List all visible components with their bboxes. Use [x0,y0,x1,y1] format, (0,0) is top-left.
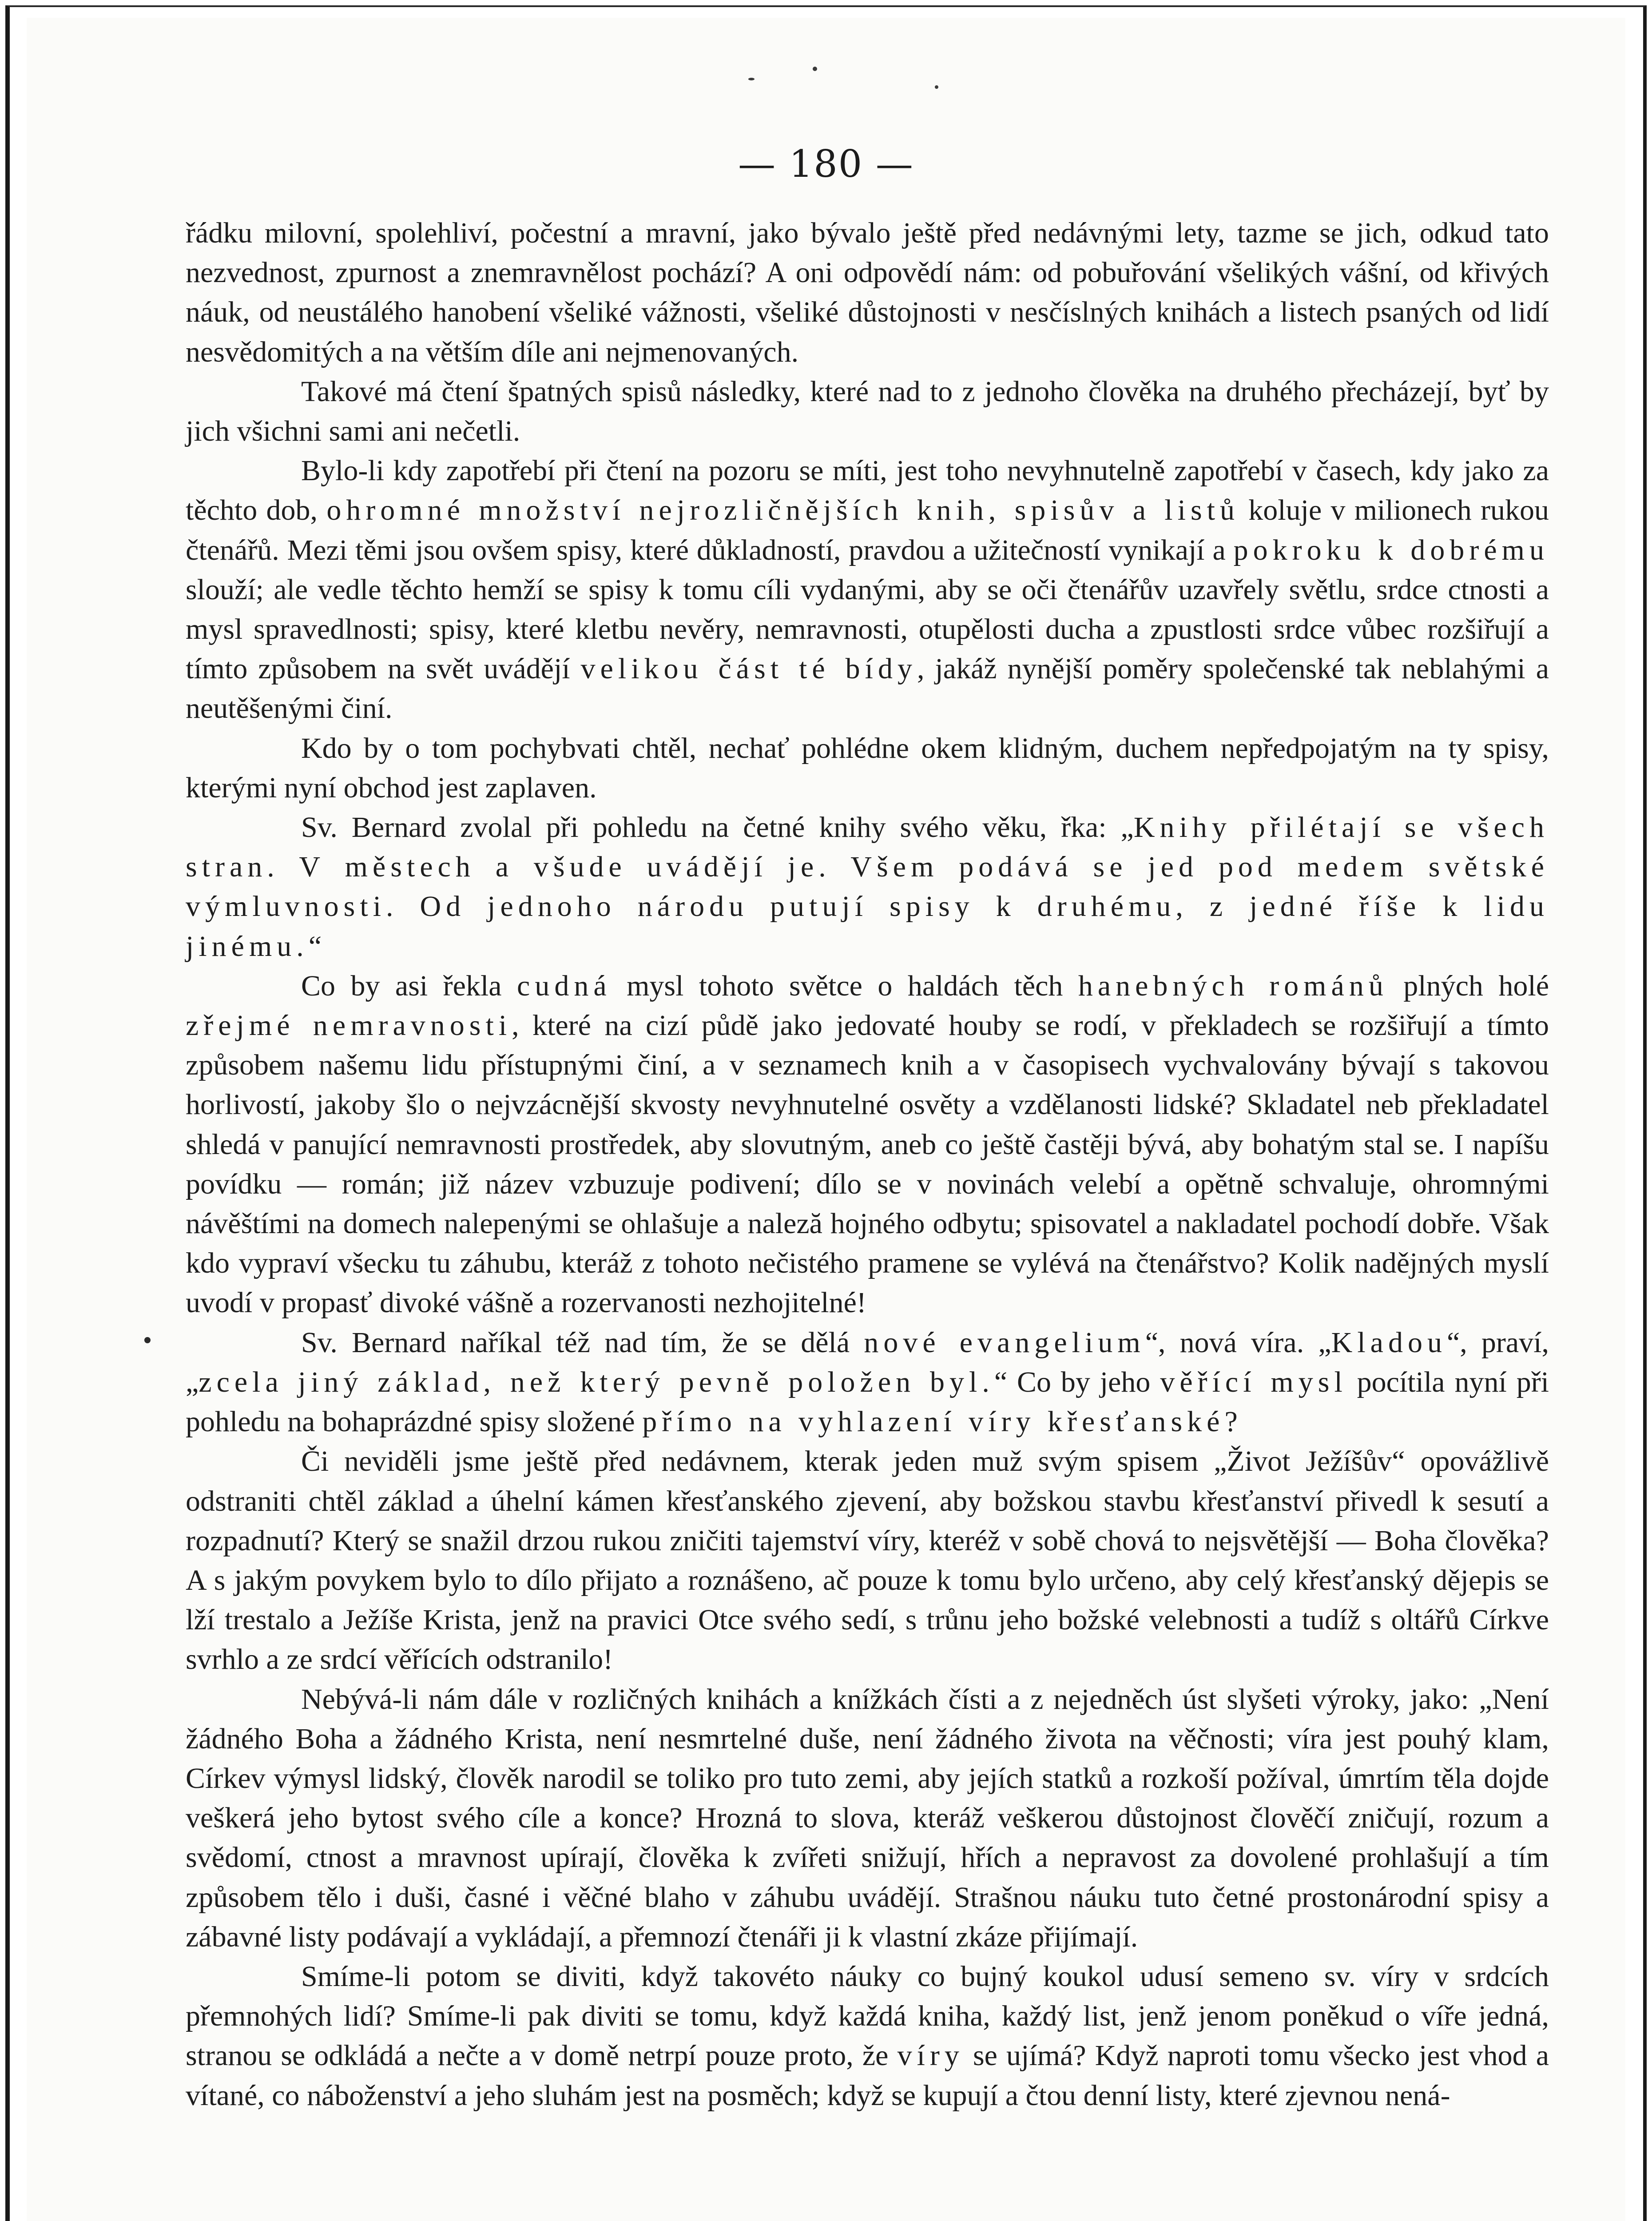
spaced-emphasis-text: Knihy přilétají se všech stran. V městech a všude uvádějí je. Všem podává se jed pod medem světské výmluvnosti. Od jednoho národu putují spisy k druhému, z jedné říše k lidu jinému. [186,811,1549,963]
paragraph-text: slouží; ale vedle těchto hemží se spisy k tomu cíli vydanými, aby se oči čtenářův uzavřely světlu, srdce ctnosti a mysl spravedlnosti; spisy, které kletbu nevěry, nemravnosti, otupělosti ducha a zpustlosti srdce vůbec rozšiřují a tímto způsobem na svět uvádějí [186,573,1549,685]
paragraph-text: ? [1224,1405,1238,1438]
spaced-emphasis-text: zcela jiný základ, než který pevně položen byl. [199,1365,994,1398]
spaced-emphasis-text: přímo na vyhlazení víry křesťanské [642,1405,1225,1438]
paragraph-text: Co by asi řekla [301,969,517,1002]
paragraph-text: řádku milovní, spolehliví, počestní a mravní, jako bývalo ještě před nedávnými lety, tazme se jich, odkud tato nezvednost, zpurnost a znemravnělost pochází? A oni odpovědí nám: od pobuřování všelikých vášní, od křivých náuk, od neustálého hanobení všeliké vážnosti, všeliké důstojnosti v nesčíslných knihách a listech psaných od lidí nesvědomitých a na větším díle ani nejmenovaných. [186,217,1549,368]
print-speck [748,78,755,80]
paragraph-text: “, praví, „ [186,1326,1549,1398]
paragraph-text: Nebývá-li nám dále v rozličných knihách a knížkách čísti a z nejedněch úst slyšeti výroky, jako: „Není žádného Boha a žádného Krista, není nesmrtelné duše, není žádného života na věčnosti; víra jest pouhý klam, Církev výmysl lidský, člověk narodil se toliko pro tuto zemi, aby jejích statků a rozkoší požíval, úmrtím těla dojde veškerá jeho bytost svého cíle a konce? Hrozná to slova, kteráž veškerou důstojnost člověčí zničují, rozum a svědomí, ctnost a mravnost upírají, člověka k zvířeti snižují, hřích a nepravost za dovolené prohlašují a tím způsobem tělo i duši, časné i věčné blaho v záhubu uvádějí. Strašnou náuku tuto četné prostonárodní spisy a zábavné listy podávají a vykládají, a přemnozí čtenáři ji k vlastní zkáze přijímají. [186,1683,1549,1953]
paragraph [186,1323,1549,1442]
spaced-emphasis-text: hanebných románů [1078,969,1388,1002]
spaced-emphasis-text: věřící mysl [1160,1365,1347,1398]
page-number: — 180 — [738,142,914,186]
paragraph-text: “ [308,930,322,963]
paragraph [186,966,1549,1323]
paragraph-text: se ujímá? Když naproti tomu všecko jest vhod a vítané, co náboženství a jeho sluhám jest na posměch; když se kupují a čtou denní listy, které zjevnou nená- [186,2039,1549,2112]
paragraph-text: , které na cizí půdě jako jedovaté houby se rodí, v překladech se rozšiřují a tímto způsobem našemu lidu přístupnými činí, a v seznamech knih a v časopisech vychvalovány bývají s takovou horlivostí, jakoby šlo o nejvzácnější skvosty nevyhnutelné osvěty a vzdělanosti lidské? Skladatel neb překladatel shledá v panující nemravnosti prostředek, aby slovutným, aneb co ještě častěji bývá, aby bohatým stal se. I napíšu povídku — román; již název vzbuzuje podivení; dílo se v novinách velebí a opětně schvaluje, ohromnými návěštími na domech nalepenými se ohlašuje a naleză hojného odbytu; spisovatel a nakladatel pochodí dobře. Však kdo vypraví všecku tu záhubu, kteráž z tohoto nečistého pramene se vylévá na čtenářstvo? Kolik nadějných myslí uvodí v propasť divoké vášně a rozervanosti nezhojitelné! [186,1009,1549,1319]
spaced-emphasis-text: ohromné množství nejrozličnějších knih, spisův a listů [326,494,1239,527]
paragraph-text: “, nová víra. „ [1145,1326,1331,1359]
print-speck [935,85,938,89]
paragraph-text: Či neviděli jsme ještě před nedávnem, kterak jeden muž svým spisem „Život Ježíšův“ opovážlivě odstraniti chtěl základ a úhelní kámen křesťanského zjevení, aby božskou stavbu křesťanství přivedl k sesutí a rozpadnutí? Který se snažil drzou rukou zničiti tajemství víry, kteréž v sobě chová to nejsvětější — Boha člověka? A s jakým povykem bylo to dílo přijato a roznášeno, ač pouze k tomu bylo určeno, aby celý křesťanský dějepis se lží trestalo a Ježíše Krista, jenž na pravici Otce svého sedí, s trůnu jeho božské velebnosti a tudíž s oltářů Církve svrhlo a ze srdcí věřících odstranilo! [186,1445,1549,1676]
paragraph [186,372,1549,451]
paragraph-text: Sv. Bernard zvolal při pohledu na četné knihy svého věku, řka: „ [301,811,1134,844]
paragraph [186,213,1549,372]
paragraph-text: Kdo by o tom pochybvati chtěl, nechať pohlédne okem klidným, duchem nepředpojatým na ty spisy, kterými nyní obchod jest zaplaven. [186,732,1549,804]
spaced-emphasis-text: velikou část té bídy [580,653,917,685]
spaced-emphasis-text: nové evangelium [864,1326,1145,1359]
spaced-emphasis-text: zřejmé nemravnosti [186,1009,512,1042]
spaced-emphasis-text: Kladou [1331,1326,1447,1359]
paragraph-text: plných holé [1388,969,1549,1002]
body-text [186,213,1549,2115]
spaced-emphasis-text: cudná [517,969,612,1002]
margin-dot [144,1337,151,1343]
paragraph-text: , jakáž nynější poměry společenské tak neblahými a neutěšenými činí. [186,653,1549,725]
paragraph [186,1680,1549,1957]
paragraph-text: “ Co by jeho [994,1365,1160,1398]
print-speck [813,67,817,71]
paragraph [186,1441,1549,1679]
paragraph [186,451,1549,728]
paragraph [186,728,1549,808]
paragraph [186,1957,1549,2115]
spaced-emphasis-text: pokroku k dobrému [1233,533,1549,566]
paragraph-text: koluje v milionech rukou čtenářů. Mezi těmi jsou ovšem spisy, které důkladností, pravdou a užitečností vynikají a [186,494,1549,566]
spaced-emphasis-text: víry [897,2039,964,2072]
paragraph-text: mysl tohoto světce o haldách těch [611,969,1078,1002]
paragraph [186,808,1549,966]
paragraph-text: pocítila nyní při pohledu na bohaprázdné spisy složené [186,1365,1549,1438]
paragraph-text: Sv. Bernard naříkal též nad tím, že se dělá [301,1326,864,1359]
paragraph-text: Smíme-li potom se diviti, když takovéto náuky co bujný koukol udusí semeno sv. víry v srdcích přemnohých lidí? Smíme-li pak diviti se tomu, když každá kniha, každý list, jenž jenom poněkud o víře jedná, stranou se odkládá a nečte a v domě netrpí pouze proto, že [186,1960,1549,2072]
paragraph-text: Takové má čtení špatných spisů následky, které nad to z jednoho člověka na druhého přecházejí, byť by jich všichni sami ani nečetli. [186,375,1549,448]
paragraph-text: Bylo-li kdy zapotřebí při čtení na pozoru se míti, jest toho nevyhnutelně zapotřebí v časech, kdy jako za těchto dob, [186,454,1549,527]
